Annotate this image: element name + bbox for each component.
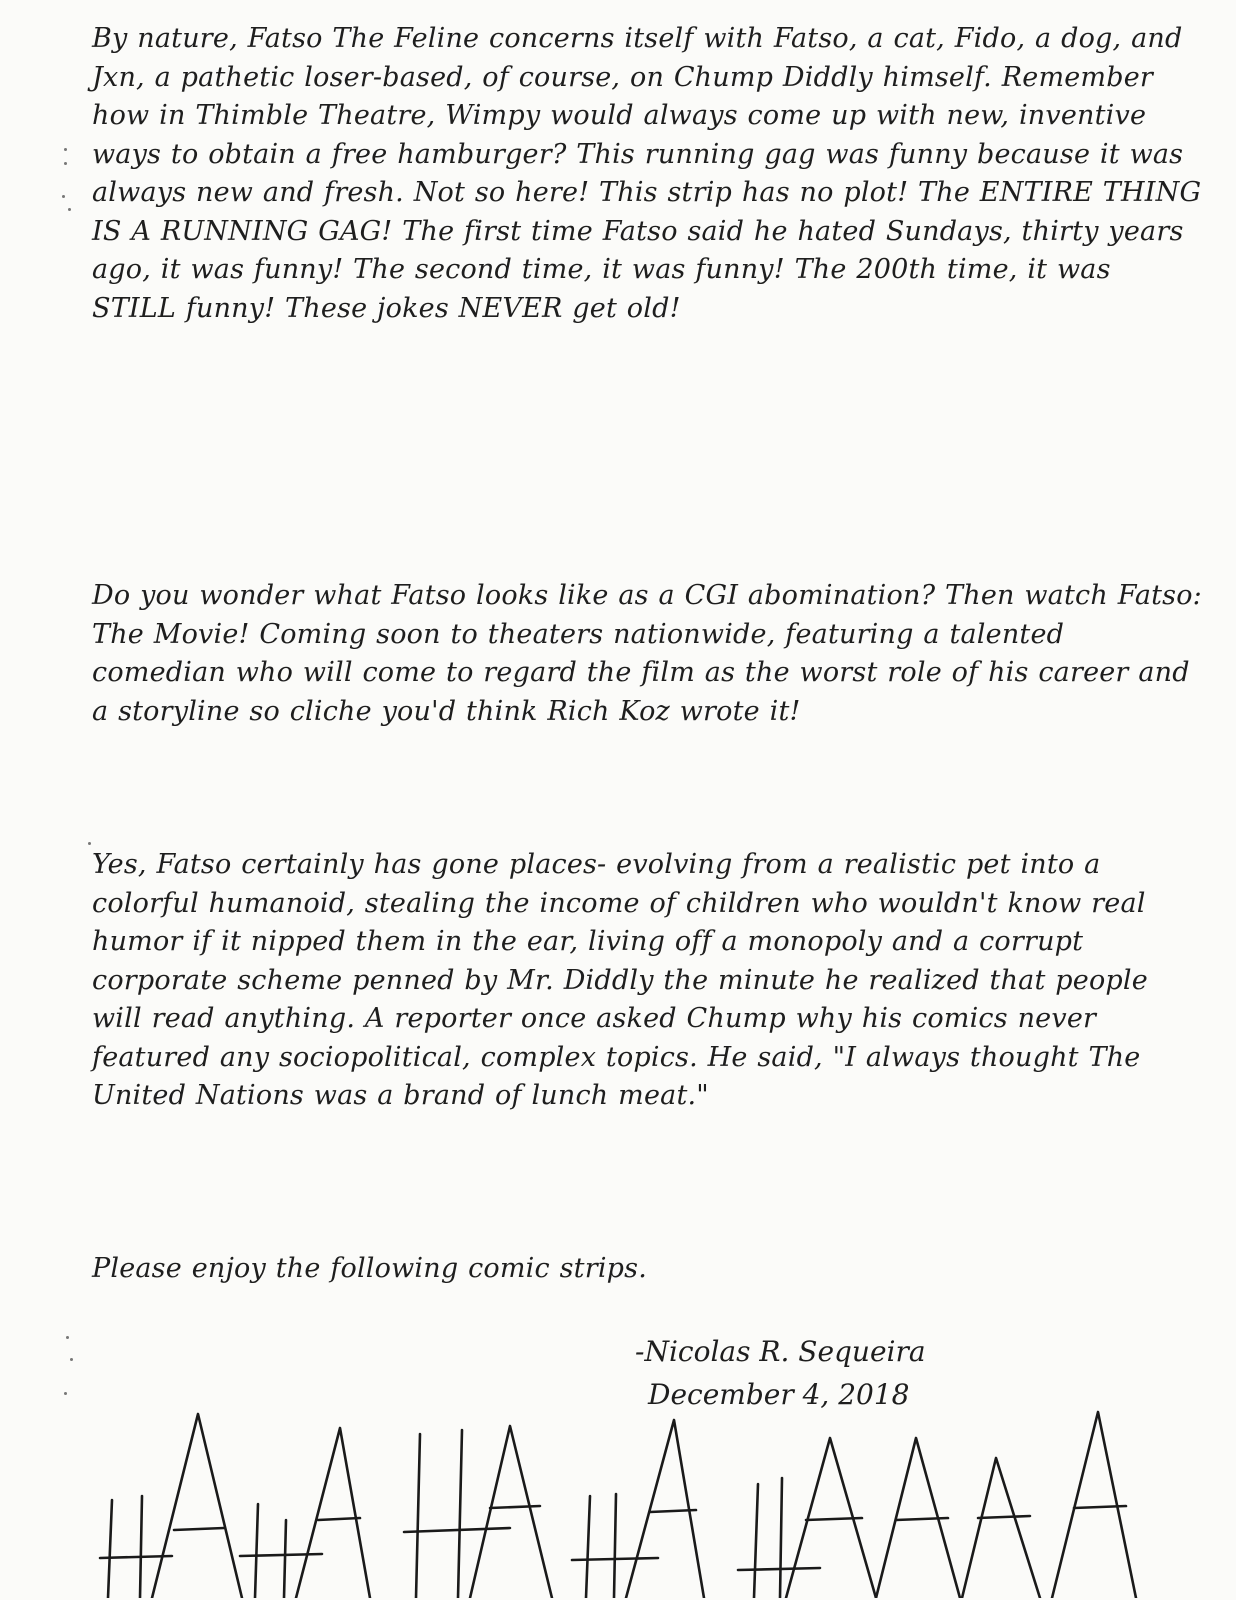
scan-speck	[88, 842, 91, 845]
scan-speck	[62, 195, 65, 198]
scan-speck	[66, 1336, 69, 1339]
paragraph-1: By nature, Fatso The Feline concerns itself with Fatso, a cat, Fido, a dog, and Jxn, a pathetic loser-based, of course, on Chump Diddly himself. Remember how in Thimble Theatre, Wimpy would always come up with new, inventive ways to obtain a free hamburger? This running gag was funny because it was always new and fresh. Not so here! This strip has no plot! The ENTIRE THING IS A RUNNING GAG! The first time Fatso said he hated Sundays, thirty years ago, it was funny! The second time, it was funny! The 200th time, it was STILL funny! These jokes NEVER get old!	[92, 23, 1202, 324]
scan-speck	[64, 1392, 67, 1395]
scan-speck	[64, 162, 67, 165]
scan-speck	[64, 148, 67, 151]
paragraph-4: Please enjoy the following comic strips.	[92, 1253, 647, 1284]
scan-speck	[70, 1358, 73, 1361]
signature-date: December 4, 2018	[648, 1378, 910, 1411]
scan-speck	[68, 208, 71, 211]
ha-ha-drawing	[90, 1408, 1170, 1598]
paragraph-3: Yes, Fatso certainly has gone places- evolving from a realistic pet into a colorful humanoid, stealing the income of children who wouldn't know real humor if it nipped them in the ear, living off a monopoly and a corrupt corporate scheme penned by Mr. Diddly the minute he realized that people will read anything. A reporter once asked Chump why his comics never featured any sociopolitical, complex topics. He said, "I always thought The United Nations was a brand of lunch meat."	[92, 849, 1148, 1111]
signature-name: -Nicolas R. Sequeira	[635, 1335, 926, 1368]
paragraph-2: Do you wonder what Fatso looks like as a CGI abomination? Then watch Fatso: The Movie! Coming soon to theaters nationwide, featuring a talented comedian who will come to regard the film as the worst role of his career and a storyline so cliche you'd think Rich Koz wrote it!	[92, 580, 1202, 727]
